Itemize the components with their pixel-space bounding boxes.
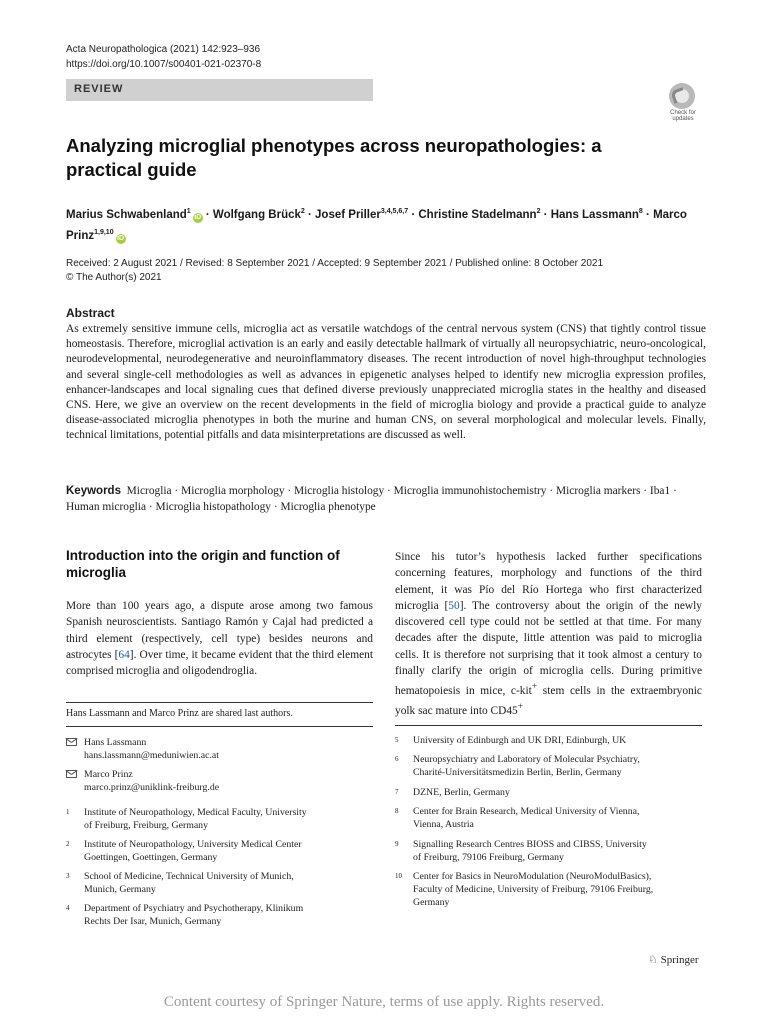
affiliation-text: [413, 870, 653, 909]
springer-horse-icon: ♘: [648, 954, 658, 966]
affiliation: [395, 786, 705, 802]
affiliation: [66, 806, 366, 834]
affiliation-line: Charité-Universitätsmedizin Berlin, Berlin, Germany: [413, 767, 622, 778]
affiliation-text: [84, 870, 294, 896]
contact-text: [84, 736, 219, 762]
keywords: [66, 484, 706, 515]
body-text: ]. Over time, it became evident that the third element comprised microglia and oligodendroglia.: [66, 648, 374, 678]
body-column-right: [395, 549, 702, 720]
author-separator: ·: [304, 208, 316, 221]
affiliation: [395, 734, 705, 750]
affiliation: [395, 805, 705, 833]
contact-email[interactable]: hans.lassmann@meduniwien.ac.at: [84, 750, 219, 761]
orcid-icon[interactable]: iD: [117, 234, 125, 242]
footnote-divider: [66, 726, 373, 727]
affiliation-text: [413, 805, 639, 831]
affiliation-line: Institute of Neuropathology, Medical Faculty, University: [84, 807, 307, 818]
affiliation-text: [84, 902, 303, 928]
shared-authorship-note: Hans Lassmann and Marco Prinz are shared last authors.: [66, 708, 293, 719]
footnote-divider: [395, 725, 702, 726]
affiliation-line: Center for Basics in NeuroModulation (NeuroModulBasics),: [413, 871, 652, 882]
affiliation-number: 6: [395, 755, 399, 763]
reference-link[interactable]: 64: [118, 648, 130, 661]
envelope-icon: [66, 738, 77, 746]
affiliation-line: Vienna, Austria: [413, 819, 474, 830]
author-affiliation-sup: 8: [638, 208, 643, 215]
author[interactable]: [418, 209, 540, 221]
doi-link[interactable]: https://doi.org/10.1007/s00401-021-02370-8: [66, 59, 262, 70]
publication-dates: [66, 257, 603, 285]
author-affiliation-sup: 1: [186, 208, 191, 215]
author-affiliation-sup: 2: [300, 208, 305, 215]
author[interactable]: [213, 209, 305, 221]
superscript: +: [517, 702, 524, 713]
affiliation: [66, 902, 366, 930]
affiliation-line: University of Edinburgh and UK DRI, Edinburgh, UK: [413, 735, 627, 746]
contact-text: [84, 768, 219, 794]
affiliation: [66, 838, 366, 866]
journal-citation: [66, 42, 261, 72]
author-separator: ·: [408, 208, 419, 221]
contact-entry: [66, 768, 366, 796]
affiliation: [66, 870, 366, 898]
affiliation-line: Signalling Research Centres BIOSS and CIBSS, University: [413, 839, 647, 850]
article-title: Analyzing microglial phenotypes across neuropathologies: a practical guide: [66, 135, 602, 180]
publisher-name: Springer: [660, 954, 699, 966]
author-name: Marius Schwabenland: [66, 208, 187, 221]
affiliation-number: 10: [395, 872, 402, 880]
author[interactable]: [315, 209, 408, 221]
abstract-text: As extremely sensitive immune cells, microglia act as versatile watchdogs of the central nervous system (CNS) that tightly control tissue homeostasis. Therefore, microglial activation is an early and easily detectable hallmark of virtually all neuropsychiatric, neuro-oncological, neurodevelopmental, neurodegenerative and neuroinflammatory diseases. The recent introduction of novel high-throughput technologies and several single-cell methodologies as well as advances in epigenetic analyses helped to identify new microglia expression profiles, enhancer-landscapes and local signaling cues that defined diverse previously unappreciated microglia states in the healthy and diseased CNS. Here, we give an overview on the recent developments in the field of microglia biology and provide a practical guide to analyze disease-associated microglia phenotypes in both the murine and human CNS, on several morphological and molecular levels. Finally, technical limitations, potential pitfalls and data misinterpretations are discussed as well.: [66, 323, 706, 442]
affiliation: [395, 870, 705, 912]
affiliation-text: [413, 786, 510, 799]
affiliation-text: [413, 753, 640, 779]
affiliation-number: 8: [395, 807, 399, 815]
reference-link[interactable]: 50: [448, 599, 460, 612]
affiliation-line: Neuropsychiatry and Laboratory of Molecular Psychiatry,: [413, 754, 640, 765]
section-heading: Introduction into the origin and function of microglia: [66, 548, 340, 580]
affiliation-line: Department of Psychiatry and Psychotherapy, Klinikum: [84, 903, 304, 914]
affiliation-line: Rechts Der Isar, Munich, Germany: [84, 916, 222, 927]
affiliation-text: [413, 838, 647, 864]
journal-issue: Acta Neuropathologica (2021) 142:923–936: [66, 44, 261, 55]
author-affiliation-sup: 3,4,5,6,7: [380, 208, 409, 215]
affiliation-line: of Freiburg, Freiburg, Germany: [84, 820, 208, 831]
abstract-heading: Abstract: [66, 306, 115, 320]
check-updates-text-1: Check for: [670, 110, 696, 116]
affiliation: [395, 838, 705, 866]
keywords-label: Keywords: [66, 485, 121, 497]
affiliation-text: [84, 806, 307, 832]
envelope-icon: [66, 770, 77, 778]
affiliation-number: 1: [66, 808, 70, 816]
check-updates-text: [663, 110, 703, 122]
history-dates: Received: 2 August 2021 / Revised: 8 September 2021 / Accepted: 9 September 2021 / Published online: 8 October 2021: [66, 258, 604, 269]
contact-email[interactable]: marco.prinz@uniklink-freiburg.de: [84, 782, 220, 793]
contact-name: Hans Lassmann: [84, 737, 147, 748]
affiliation-number: 3: [66, 872, 70, 880]
affiliation: [395, 753, 705, 781]
keywords-list: Microglia · Microglia morphology · Microglia histology · Microglia immunohistochemistry · Microglia markers · Iba1 · Human microglia · Microglia histopathology · Microglia phenotype: [66, 485, 677, 513]
affiliation-line: Institute of Neuropathology, University Medical Center: [84, 839, 302, 850]
check-for-updates-badge[interactable]: [663, 83, 703, 123]
author-separator: ·: [202, 208, 213, 221]
contact-name: Marco Prinz: [84, 769, 133, 780]
affiliation-line: School of Medicine, Technical University of Munich,: [84, 871, 294, 882]
author-name: Wolfgang Brück: [212, 208, 301, 221]
article-type-label: REVIEW: [74, 83, 124, 95]
footnote-divider: [66, 702, 373, 703]
author-affiliation-sup: 2: [536, 208, 541, 215]
author[interactable]: [66, 209, 203, 221]
author-name: Josef Priller: [315, 208, 381, 221]
affiliation-line: Center for Brain Research, Medical University of Vienna,: [413, 806, 640, 817]
author-separator: ·: [540, 208, 551, 221]
superscript: +: [531, 682, 538, 693]
author[interactable]: [551, 209, 643, 221]
affiliation-line: Faculty of Medicine, University of Freiburg, 79106 Freiburg,: [413, 884, 654, 895]
author-separator: ·: [642, 208, 654, 221]
check-updates-text-2: updates: [672, 116, 694, 122]
body-text: Since his tutor’s hypothesis lacked further specifications concerning features, morphology and functions of the third element, it was Pío del Río Hortega who first characterized microglia [: [395, 551, 702, 612]
affiliation-line: Germany: [413, 897, 450, 908]
author-name: Christine Stadelmann: [418, 208, 537, 221]
copyright-line: © The Author(s) 2021: [66, 272, 162, 283]
affiliation-number: 5: [395, 736, 399, 744]
affiliation-line: Munich, Germany: [84, 884, 156, 895]
affiliation-line: DZNE, Berlin, Germany: [413, 787, 510, 798]
affiliation-number: 4: [66, 904, 70, 912]
affiliation-line: of Freiburg, 79106 Freiburg, Germany: [413, 852, 564, 863]
affiliation-number: 2: [66, 840, 70, 848]
author-affiliation-sup: 1,9,10: [94, 228, 114, 236]
affiliation-number: 9: [395, 840, 399, 848]
body-text: ]. The controversy about the origin of the newly discovered cell type could not be settled at that time. For many decades after the dispute, little attention was paid to microglia cells. It is therefore not surprising that it took almost a century to finally clarify the origin of microglia cells. During primitive hematopoiesis in mice, c-kit: [395, 599, 703, 698]
body-text: More than 100 years ago, a dispute arose among two famous Spanish neuroscientists. Santiago Ramón y Cajal had predicted a third element (respectively, cell type) besides neurons and astrocytes [: [66, 600, 373, 661]
author-list: [66, 203, 706, 245]
publisher-logo: [648, 953, 699, 966]
affiliation-line: Goettingen, Goettingen, Germany: [84, 852, 218, 863]
body-text: stem cells in the extraembryonic yolk sac mature into CD45: [395, 685, 702, 718]
author-name: Marco Prinz: [66, 208, 687, 242]
body-column-left: [66, 598, 373, 679]
courtesy-notice: Content courtesy of Springer Nature, terms of use apply. Rights reserved.: [163, 994, 605, 1010]
article-type-bar: [66, 79, 373, 101]
contact-entry: [66, 736, 366, 764]
affiliation-text: [413, 734, 626, 747]
author-name: Hans Lassmann: [550, 208, 639, 221]
affiliation-text: [84, 838, 302, 864]
orcid-icon[interactable]: iD: [194, 213, 202, 221]
affiliation-number: 7: [395, 788, 399, 796]
